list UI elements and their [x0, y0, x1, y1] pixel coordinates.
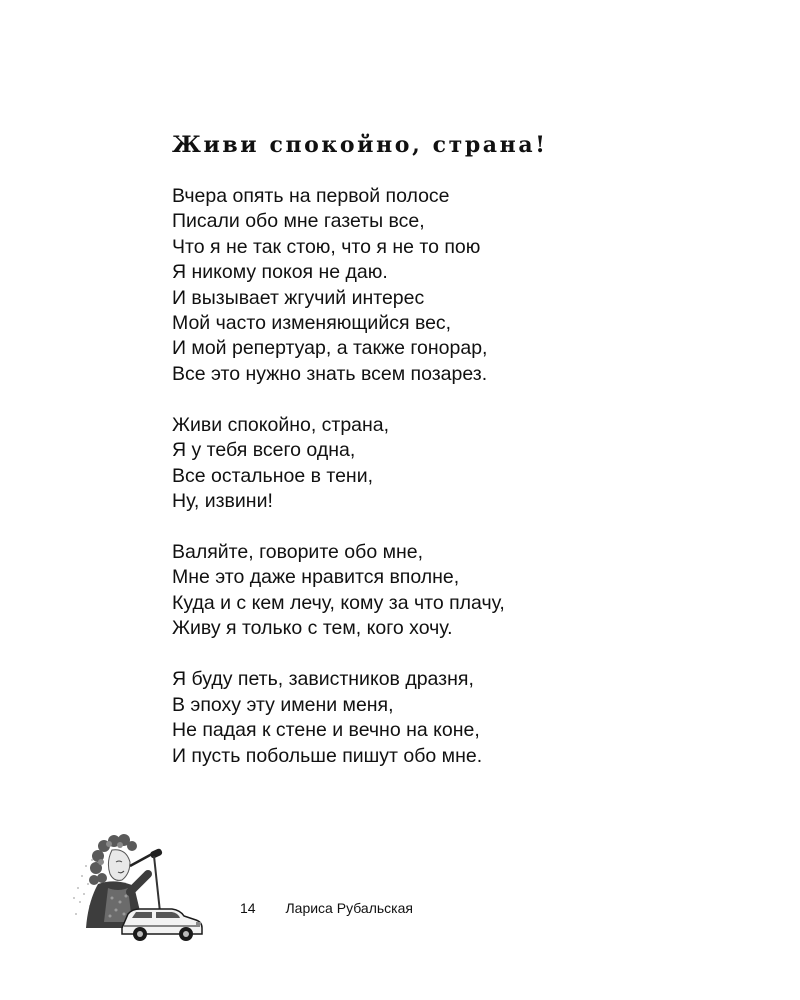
verse-line: Валяйте, говорите обо мне, [172, 541, 424, 564]
page-number: 14 [240, 900, 256, 916]
verse-line: Я у тебя всего одна, [172, 439, 356, 462]
page-footer [240, 899, 413, 917]
verse-line: В эпоху эту имени меня, [172, 693, 394, 716]
verse-line: Живи спокойно, страна, [172, 413, 390, 436]
stanza-2-chorus [172, 413, 505, 515]
verse-line: Ну, извини! [172, 490, 273, 513]
verse-line: Я никому покоя не даю. [172, 261, 388, 284]
verse-line: Мой часто изменяющийся вес, [172, 312, 452, 335]
author-name: Лариса Рубальская [285, 900, 413, 916]
verse-line: И мой репертуар, а также гонорар, [172, 337, 488, 360]
verse-line: Не падая к стене и вечно на коне, [172, 719, 480, 742]
poem-body [172, 184, 505, 795]
verse-line: Все это нужно знать всем позарез. [172, 362, 488, 385]
stanza-1 [172, 184, 505, 387]
verse-line: Я буду петь, завистников дразня, [172, 668, 474, 691]
verse-line: И пусть побольше пишут обо мне. [172, 744, 483, 767]
stanza-4 [172, 667, 505, 769]
singer-with-microphone-and-car-illustration-icon [68, 832, 208, 944]
stanza-3 [172, 540, 505, 642]
verse-line: Куда и с кем лечу, кому за что плачу, [172, 591, 505, 614]
verse-line: Писали обо мне газеты все, [172, 210, 425, 233]
verse-line: Что я не так стою, что я не то пою [172, 235, 481, 258]
poem-title: Живи спокойно, страна! [172, 132, 548, 158]
verse-line: Все остальное в тени, [172, 464, 373, 487]
verse-line: Мне это даже нравится вполне, [172, 566, 460, 589]
verse-line: Вчера опять на первой полосе [172, 185, 450, 207]
verse-line: Живу я только с тем, кого хочу. [172, 617, 453, 640]
verse-line: И вызывает жгучий интерес [172, 286, 425, 309]
